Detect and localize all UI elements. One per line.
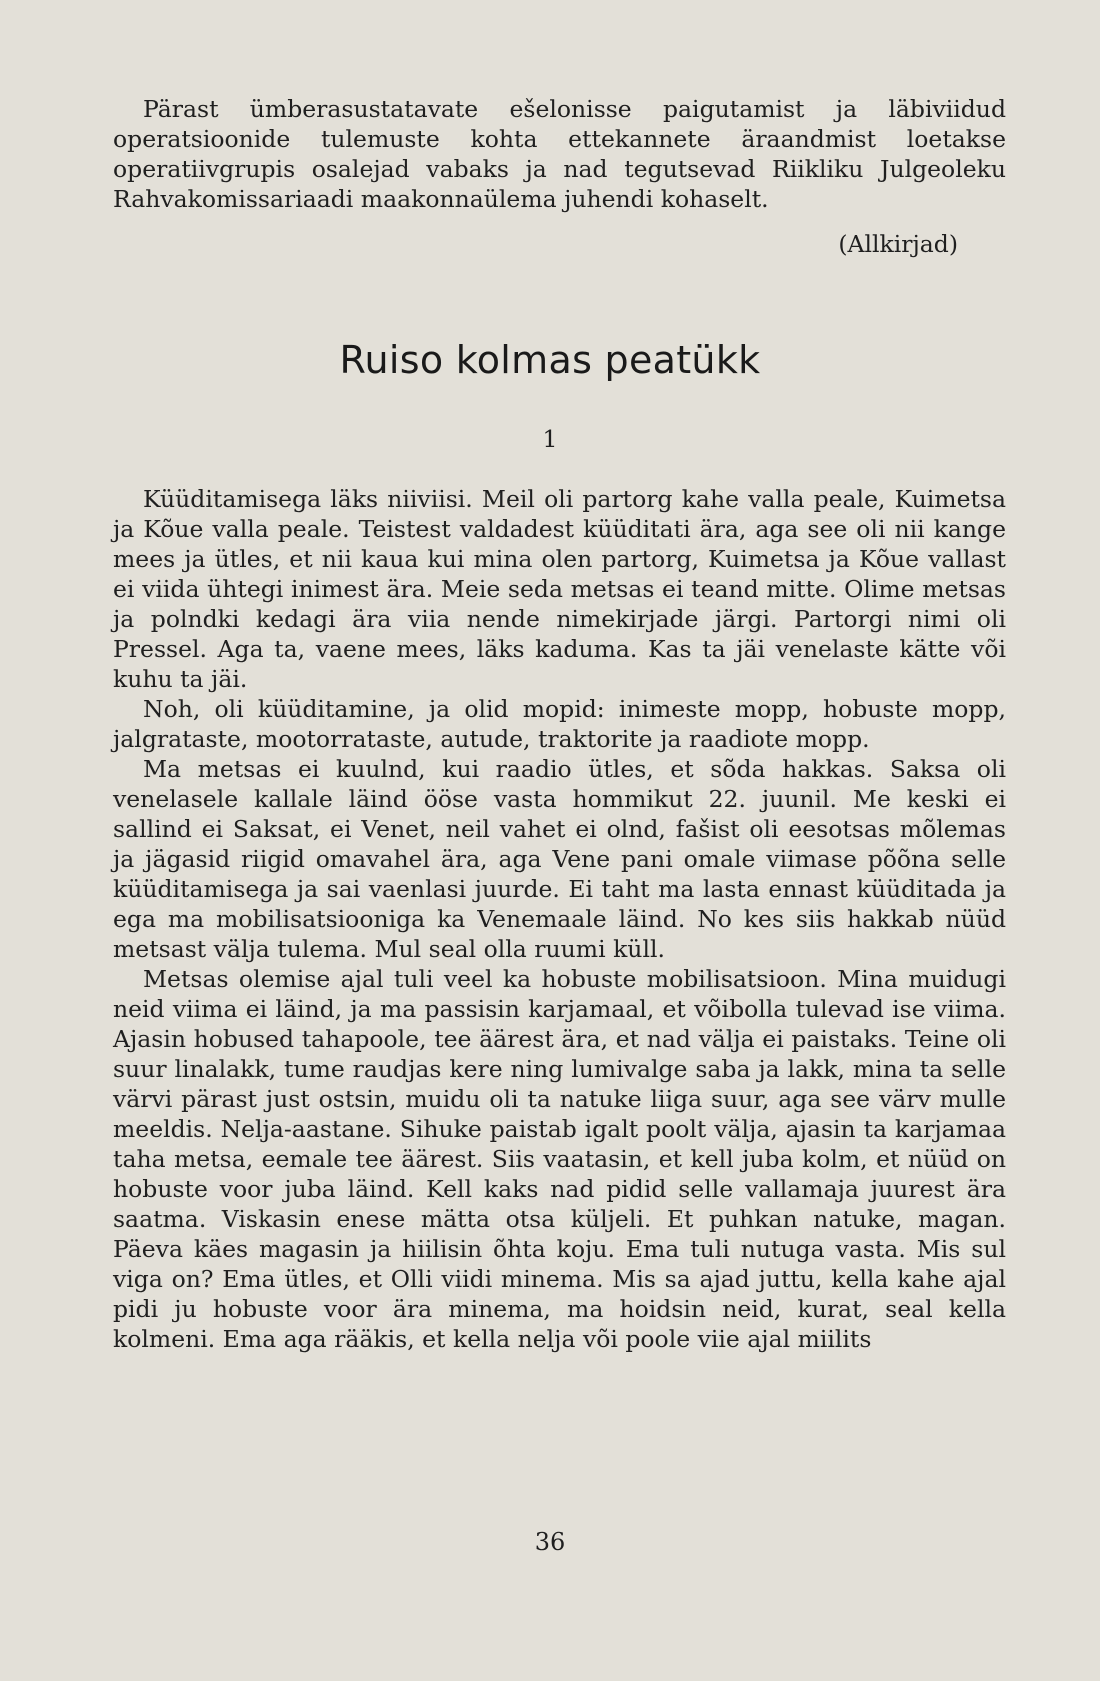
- chapter-body: [113, 484, 1006, 1354]
- body-paragraph: Küüditamisega läks niiviisi. Meil oli partorg kahe valla peale, Kuimetsa ja Kõue valla peale. Teistest valdadest küüditati ära, aga see oli nii kange mees ja ütles, et nii kaua kui mina olen partorg, Kuimetsa ja Kõue vallast ei viida ühtegi inimest ära. Meie seda metsas ei teand mitte. Olime metsas ja polndki kedagi ära viia nende nimekirjade järgi. Partorgi nimi oli Pressel. Aga ta, vaene mees, läks kaduma. Kas ta jäi venelaste kätte või kuhu ta jäi.: [113, 485, 1006, 693]
- page-number: 36: [534, 1528, 566, 1556]
- chapter-title: Ruiso kolmas peatükk: [339, 338, 761, 382]
- body-paragraph: Noh, oli küüditamine, ja olid mopid: inimeste mopp, hobuste mopp, jalgrataste, mootorrataste, autude, traktorite ja raadiote mopp.: [113, 695, 1006, 753]
- body-paragraph: Ma metsas ei kuulnd, kui raadio ütles, et sõda hakkas. Saksa oli venelasele kallale läind ööse vasta hommikut 22. juunil. Me keski ei sallind ei Saksat, ei Venet, neil vahet ei olnd, fašist oli eesotsas mõlemas ja jägasid riigid omavahel ära, aga Vene pani omale viimase põõna selle küüditamisega ja sai vaenlasi juurde. Ei taht ma lasta ennast küüditada ja ega ma mobilisatsiooniga ka Venemaale läind. No kes siis hakkab nüüd metsast välja tulema. Mul seal olla ruumi küll.: [113, 755, 1006, 963]
- body-paragraph: Metsas olemise ajal tuli veel ka hobuste mobilisatsioon. Mina muidugi neid viima ei läind, ja ma passisin karjamaal, et võibolla tulevad ise viima. Ajasin hobused tahapoole, tee äärest ära, et nad välja ei paistaks. Teine oli suur linalakk, tume raudjas kere ning lumivalge saba ja lakk, mina ta selle värvi pärast just ostsin, muidu oli ta natuke liiga suur, aga see värv mulle meeldis. Nelja-aastane. Sihuke paistab igalt poolt välja, ajasin ta karjamaa taha metsa, eemale tee äärest. Siis vaatasin, et kell juba kolm, et nüüd on hobuste voor juba läind. Kell kaks nad pidid selle vallamaja juurest ära saatma. Viskasin enese mätta otsa küljeli. Et puhkan natuke, magan. Päeva käes magasin ja hiilisin õhta koju. Ema tuli nutuga vasta. Mis sul viga on? Ema ütles, et Olli viidi minema. Mis sa ajad juttu, kella kahe ajal pidi ju hobuste voor ära minema, ma hoidsin neid, kurat, seal kella kolmeni. Ema aga rääkis, et kella nelja või poole viie ajal miilits: [113, 965, 1006, 1353]
- intro-paragraph: Pärast ümberasustatavate ešelonisse paigutamist ja läbiviidud operatsioonide tulemuste kohta ettekannete äraandmist loetakse operatiivgrupis osalejad vabaks ja nad tegutsevad Riikliku Julgeoleku Rahvakomissariaadi maakonnaülema juhendi kohaselt.: [113, 95, 1006, 213]
- intro-text: [113, 94, 1006, 214]
- section-number: 1: [542, 425, 558, 453]
- signature-note: (Allkirjad): [838, 230, 958, 258]
